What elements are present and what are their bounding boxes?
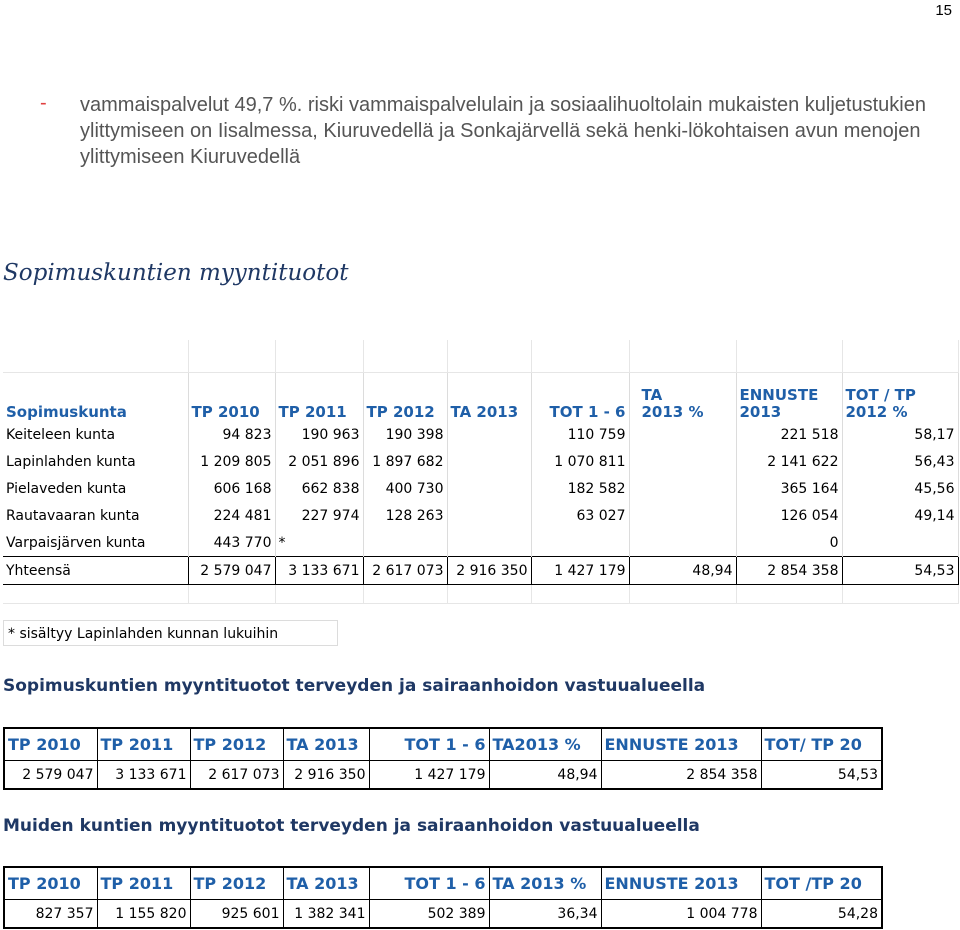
- table-cell: 94 823: [188, 421, 275, 448]
- table-cell: 3 133 671: [275, 557, 363, 585]
- header-cell: TA 2013 %: [629, 373, 736, 422]
- table-cell: 2 854 358: [601, 761, 761, 790]
- table-cell: 58,17: [842, 421, 958, 448]
- table-row: [3, 475, 958, 502]
- header-cell: TP 2010: [4, 867, 97, 900]
- table-cell: 2 916 350: [447, 557, 531, 585]
- header-cell: TOT 1 - 6: [369, 728, 489, 761]
- table-cell: 3 133 671: [97, 761, 190, 790]
- table-cell: [447, 529, 531, 557]
- table-cell: 662 838: [275, 475, 363, 502]
- table-cell: 1 382 341: [283, 900, 369, 929]
- header-cell: ENNUSTE 2013: [601, 867, 761, 900]
- header-cell: TOT /TP 20: [761, 867, 882, 900]
- table-cell: 36,34: [489, 900, 601, 929]
- header-cell: TOT 1 - 6: [369, 867, 489, 900]
- table-cell: [629, 475, 736, 502]
- table-cell: 2 051 896: [275, 448, 363, 475]
- table-cell: Keiteleen kunta: [3, 421, 188, 448]
- total-row: [3, 557, 958, 585]
- table-cell: [447, 421, 531, 448]
- table-cell: 400 730: [363, 475, 447, 502]
- table-cell: 1 427 179: [369, 761, 489, 790]
- table-cell: 54,28: [761, 900, 882, 929]
- health-section-title: Sopimuskuntien myyntituotot terveyden ja sairaanhoidon vastuualueella: [3, 676, 706, 696]
- table-cell: 925 601: [190, 900, 283, 929]
- table-cell: Rautavaaran kunta: [3, 502, 188, 529]
- table-header-row: [4, 728, 882, 761]
- table-cell: [447, 502, 531, 529]
- header-cell: TP 2011: [97, 728, 190, 761]
- footnote: * sisältyy Lapinlahden kunnan lukuihin: [3, 620, 338, 646]
- table-header-row: [4, 867, 882, 900]
- table-cell: 54,53: [761, 761, 882, 790]
- table-cell: 2 916 350: [283, 761, 369, 790]
- table-cell: 2 579 047: [4, 761, 97, 790]
- table-cell: 1 209 805: [188, 448, 275, 475]
- table-row: [3, 529, 958, 557]
- table-cell: 227 974: [275, 502, 363, 529]
- header-cell: TP 2011: [97, 867, 190, 900]
- table-row: [4, 900, 882, 929]
- table-cell: 48,94: [489, 761, 601, 790]
- table-cell: 2 617 073: [363, 557, 447, 585]
- table-cell: [842, 529, 958, 557]
- header-cell: ENNUSTE 2013: [601, 728, 761, 761]
- table-cell: 182 582: [531, 475, 629, 502]
- table-row: [3, 502, 958, 529]
- header-cell: TOT/ TP 20: [761, 728, 882, 761]
- table-cell: 2 617 073: [190, 761, 283, 790]
- table-row: [4, 761, 882, 790]
- table-cell: 126 054: [736, 502, 842, 529]
- table-cell: [629, 421, 736, 448]
- table-cell: 45,56: [842, 475, 958, 502]
- table-cell: [629, 502, 736, 529]
- table-cell: 827 357: [4, 900, 97, 929]
- table-cell: 1 427 179: [531, 557, 629, 585]
- header-cell: TA 2013 %: [489, 867, 601, 900]
- bullet-text: vammaispalvelut 49,7 %. riski vammaispalvelulain ja sosiaalihuoltolain mukaisten kuljetustukien ylittymiseen on Iisalmessa, Kiuruvedellä ja Sonkajärvellä sekä henki-lökohtaisen avun menojen ylittymiseen Kiuruvedellä: [80, 94, 926, 168]
- table-cell: 110 759: [531, 421, 629, 448]
- page-number: 15: [935, 2, 952, 19]
- bullet-dash: -: [40, 92, 47, 114]
- table-cell: 2 141 622: [736, 448, 842, 475]
- other-sales-table: [3, 866, 881, 929]
- table-cell: 2 854 358: [736, 557, 842, 585]
- table-cell: [447, 475, 531, 502]
- table-cell: 221 518: [736, 421, 842, 448]
- section-title: Sopimuskuntien myyntituotot: [3, 260, 349, 286]
- table-cell: 56,43: [842, 448, 958, 475]
- table-cell: 190 398: [363, 421, 447, 448]
- table-cell: 2 579 047: [188, 557, 275, 585]
- health-sales-table: [3, 727, 881, 790]
- table-cell: 1 004 778: [601, 900, 761, 929]
- header-cell: TP 2011: [275, 373, 363, 422]
- table-header-row: [3, 373, 958, 422]
- header-cell: TA2013 %: [489, 728, 601, 761]
- table-cell: [629, 448, 736, 475]
- table-cell: Yhteensä: [3, 557, 188, 585]
- table-cell: *: [275, 529, 363, 557]
- table-cell: [447, 448, 531, 475]
- table-cell: 48,94: [629, 557, 736, 585]
- table-cell: [629, 529, 736, 557]
- table-cell: Varpaisjärven kunta: [3, 529, 188, 557]
- table-cell: 224 481: [188, 502, 275, 529]
- table-cell: 63 027: [531, 502, 629, 529]
- table-cell: 502 389: [369, 900, 489, 929]
- header-cell: TA 2013: [283, 728, 369, 761]
- header-cell: TP 2012: [363, 373, 447, 422]
- table-cell: 606 168: [188, 475, 275, 502]
- header-cell: TA 2013: [283, 867, 369, 900]
- header-cell: TOT 1 - 6: [531, 373, 629, 422]
- header-cell: TOT / TP 2012 %: [842, 373, 958, 422]
- table-cell: 54,53: [842, 557, 958, 585]
- table-cell: [531, 529, 629, 557]
- header-cell: TP 2010: [188, 373, 275, 422]
- table-cell: 49,14: [842, 502, 958, 529]
- header-cell: TP 2012: [190, 867, 283, 900]
- table-cell: 0: [736, 529, 842, 557]
- header-cell: TP 2010: [4, 728, 97, 761]
- table-cell: Lapinlahden kunta: [3, 448, 188, 475]
- header-cell: TP 2012: [190, 728, 283, 761]
- table-cell: 190 963: [275, 421, 363, 448]
- table-row: [3, 421, 958, 448]
- header-cell: TA 2013: [447, 373, 531, 422]
- table-cell: 1 897 682: [363, 448, 447, 475]
- table-cell: 1 155 820: [97, 900, 190, 929]
- table-cell: 443 770: [188, 529, 275, 557]
- table-row: [3, 448, 958, 475]
- other-section-title: Muiden kuntien myyntituotot terveyden ja sairaanhoidon vastuualueella: [3, 816, 700, 836]
- table-cell: Pielaveden kunta: [3, 475, 188, 502]
- sales-by-municipality-table: [3, 340, 958, 604]
- header-cell: Sopimuskunta: [3, 373, 188, 422]
- table-cell: 365 164: [736, 475, 842, 502]
- table-cell: 128 263: [363, 502, 447, 529]
- header-cell: ENNUSTE 2013: [736, 373, 842, 422]
- table-cell: 1 070 811: [531, 448, 629, 475]
- table-cell: [363, 529, 447, 557]
